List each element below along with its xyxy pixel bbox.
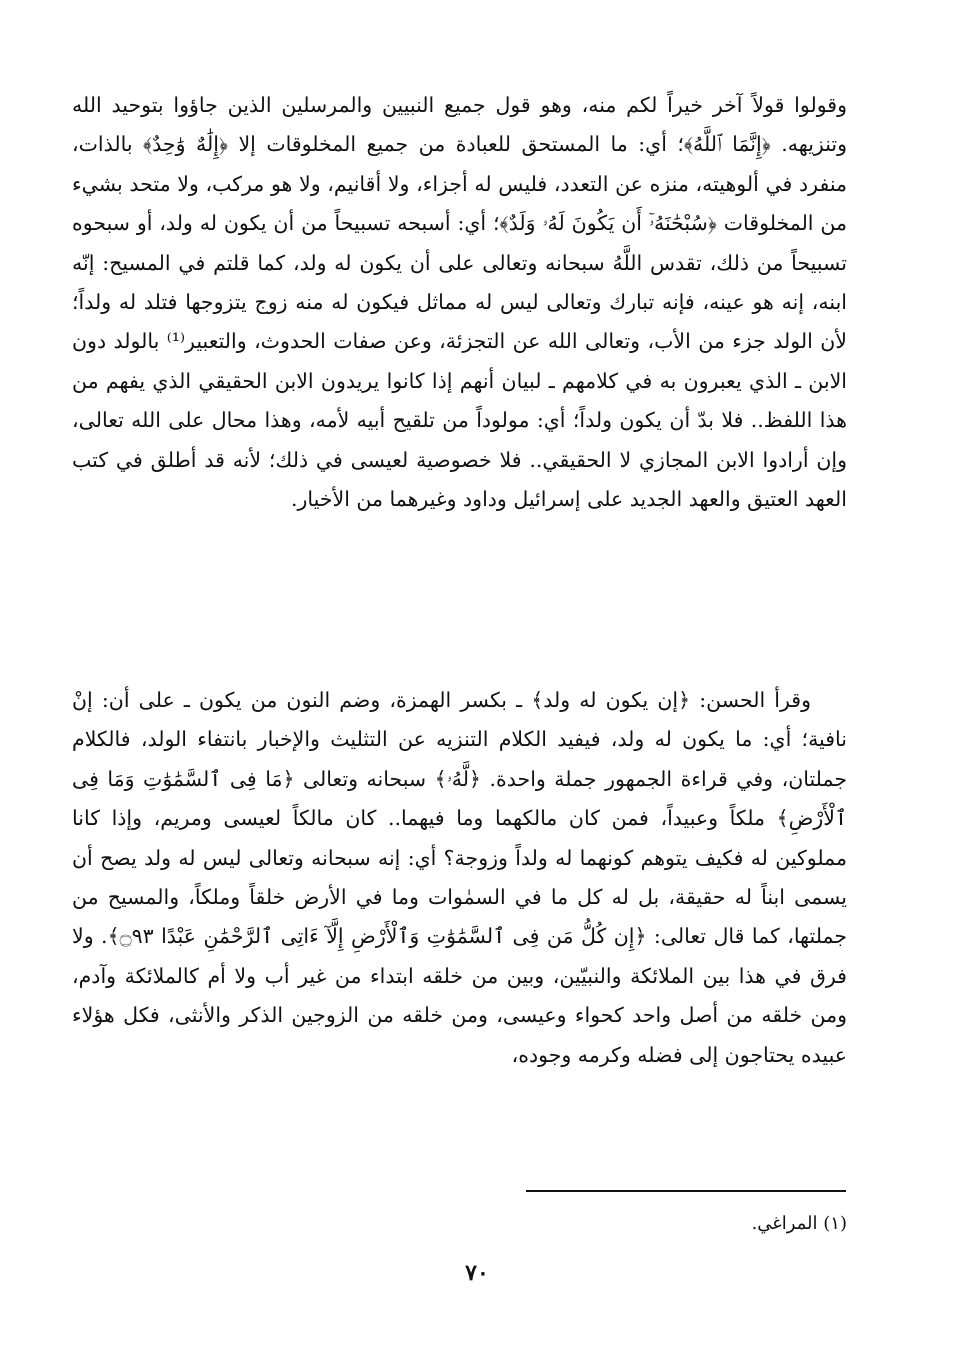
paragraph-1: وقولوا قولاً آخر خيراً لكم منه، وهو قول جميع النبيين والمرسلين الذين جاؤوا بتوحيد الله وتنزيهه. ﴿إِنَّمَا ٱللَّهُ﴾؛ أي: ما المستحق للعبادة من جميع المخلوقات إلا ﴿إِلَٰهٌ وَٰحِدٌ﴾ بالذات، منفرد في ألوهيته، منزه عن التعدد، فليس له أجزاء، ولا أقانيم، ولا هو مركب، ولا متحد بشيء من المخلوقات ﴿سُبْحَٰنَهُۥٓ أَن يَكُونَ لَهُۥ وَلَدٌ﴾؛ أي: أسبحه تسبيحاً من أن يكون له ولد، أو سبحوه تسبيحاً من ذلك، تقدس اللَّهُ سبحانه وتعالى على أن يكون له ولد، كما قلتم في المسيح: إنّه ابنه، إنه هو عينه، فإنه تبارك وتعالى ليس له مماثل فيكون له منه زوج يتزوجها فتلد له ولداً؛ لأن الولد جزء من الأب، وتعالى الله عن التجزئة، وعن صفات الحدوث، والتعبير⁽¹⁾ بالولد دون الابن ـ الذي يعبرون به في كلامهم ـ لبيان أنهم إذا كانوا يريدون الابن الحقيقي الذي يفهم من هذا اللفظ.. فلا بدّ أن يكون ولداً؛ أي: مولوداً من تلقيح أبيه لأمه، وهذا محال على الله تعالى، وإن أرادوا الابن المجازي لا الحقيقي.. فلا خصوصية لعيسى في ذلك؛ لأنه قد أطلق في كتب العهد العتيق والعهد الجديد على إسرائيل وداود وغيرهما من الأخيار. xyxy=(72,93,847,512)
footnote: (١) المراغي. xyxy=(751,1213,847,1234)
page-body xyxy=(72,86,848,1067)
paragraph-2: وقرأ الحسن: ﴿إن يكون له ولد﴾ ـ بكسر الهمزة، وضم النون من يكون ـ على أن: إنْ نافية؛ أي: ما يكون له ولد، فيفيد الكلام التنزيه عن التثليث والإخبار بانتفاء الولد، فالكلام جملتان، وفي قراءة الجمهور جملة واحدة. ﴿لَّهُۥ﴾ سبحانه وتعالى ﴿مَا فِى ٱلسَّمَٰوَٰتِ وَمَا فِى ٱلْأَرْضِ﴾ ملكاً وعبيداً، فمن كان مالكهما وما فيهما.. كان مالكاً لعيسى ومريم، وإذا كانا مملوكين له فكيف يتوهم كونهما له ولداً وزوجة؟ أي: إنه سبحانه وتعالى ليس له ولد يصح أن يسمى ابناً له حقيقة، بل له كل ما في السمٰوات وما في الأرض خلقاً وملكاً، والمسيح من جملتها، كما قال تعالى: ﴿إِن كُلُّ مَن فِى ٱلسَّمَٰوَٰتِ وَٱلْأَرْضِ إِلَّآ ءَاتِى ٱلرَّحْمَٰنِ عَبْدًا ۝٩٣﴾. ولا فرق في هذا بين الملائكة والنبيّين، وبين من خلقه ابتداء من غير أب ولا أم كالملائكة وآدم، ومن خلقه من أصل واحد كحواء وعيسى، ومن خلقه من الزوجين الذكر والأنثى، فكل هؤلاء عبيده يحتاجون إلى فضله وكرمه وجوده، xyxy=(72,688,848,1067)
page-number: ٧٠ xyxy=(465,1260,489,1286)
footnote-divider xyxy=(526,1190,846,1192)
